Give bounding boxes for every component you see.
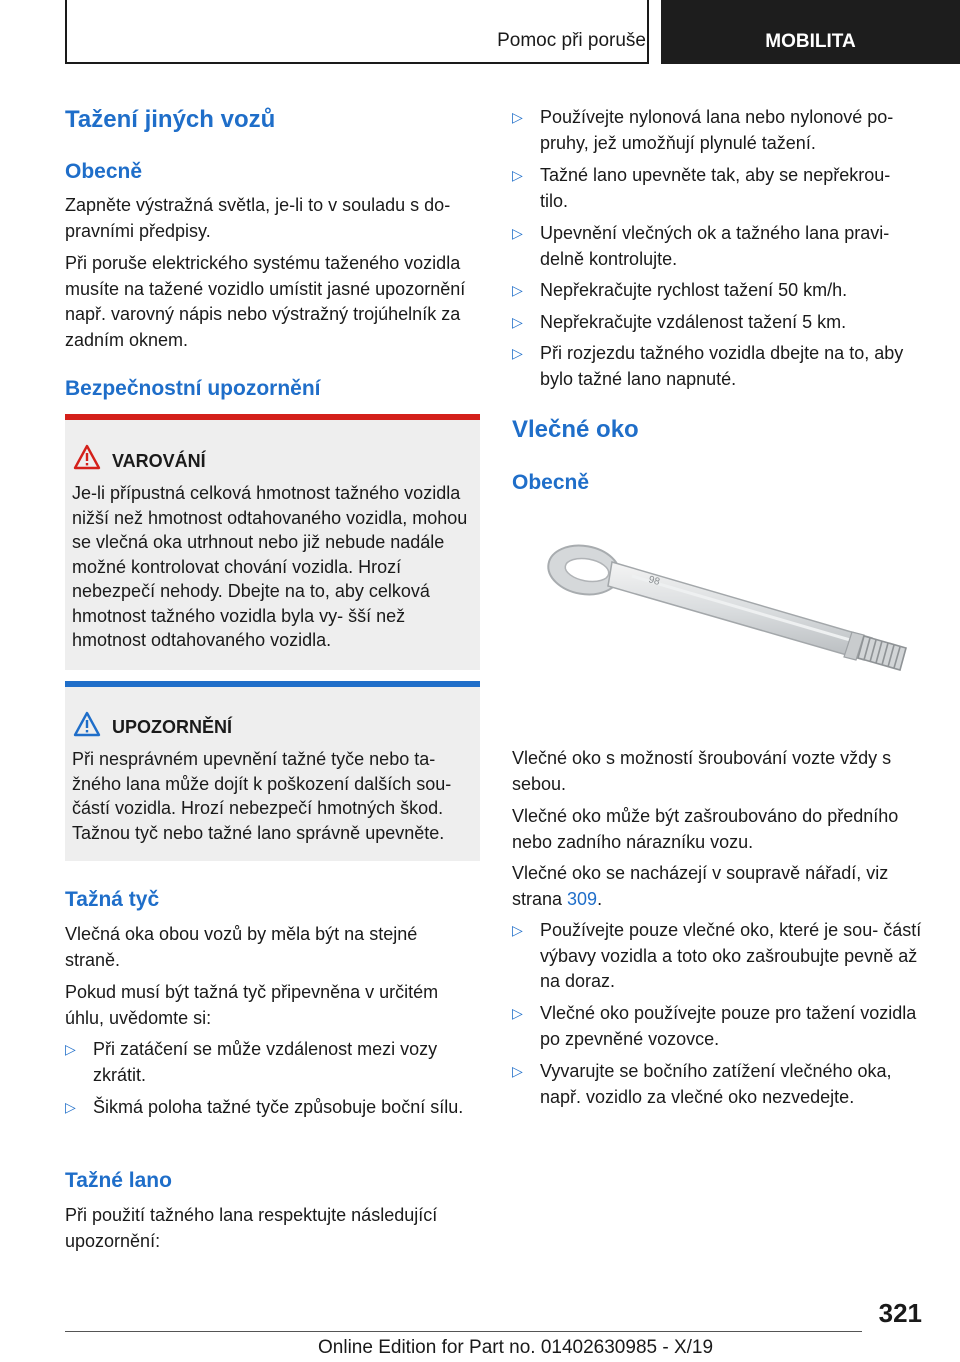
rope-bullet <box>512 278 922 304</box>
rope-bullet <box>512 341 922 392</box>
warning-box <box>65 414 480 670</box>
general-paragraph-1: Zapněte výstražná světla, je-li to v souladu s do- pravními předpisy. <box>65 195 451 241</box>
tow-bar-paragraph-2: Pokud musí být tažná tyč připevněna v určitém úhlu, uvědomte si: <box>65 982 439 1028</box>
bullet-triangle-icon: ▷ <box>512 109 523 125</box>
tow-bar-paragraph-1: Vlečná oka obou vozů by měla být na stejné straně. <box>65 924 418 970</box>
bullet-triangle-icon: ▷ <box>512 225 523 241</box>
tow-eye-heading: Vlečné oko <box>512 416 639 443</box>
tow-rope-paragraph: Při použití tažného lana respektujte následující upozornění: <box>65 1205 438 1251</box>
bullet-triangle-icon: ▷ <box>512 314 523 330</box>
tow-eye-bullet <box>512 1001 922 1052</box>
warning-title: VAROVÁNÍ <box>112 451 206 471</box>
bullet-triangle-icon: ▷ <box>65 1099 76 1115</box>
bullet-triangle-icon: ▷ <box>512 167 523 183</box>
bullet-text: Při zatáčení se může vzdálenost mezi vozy zkrátit. <box>93 1039 438 1085</box>
bullet-text: Tažné lano upevněte tak, aby se nepřekrou- tilo. <box>540 165 891 211</box>
tow-rope-heading: Tažné lano <box>65 1169 172 1192</box>
bullet-text: Vyvarujte se bočního zatížení vlečného oka, např. vozidlo za vlečné oko nezvedejte. <box>540 1061 892 1107</box>
tow-bar-bullet <box>65 1037 475 1088</box>
page-title: Tažení jiných vozů <box>65 106 276 133</box>
bullet-triangle-icon: ▷ <box>512 1063 523 1079</box>
notice-box <box>65 681 480 861</box>
bullet-triangle-icon: ▷ <box>512 282 523 298</box>
bullet-text: Při rozjezdu tažného vozidla dbejte na to, aby bylo tažné lano napnuté. <box>540 343 904 389</box>
rope-bullet <box>512 221 922 272</box>
tow-eye-image <box>512 520 922 730</box>
notice-triangle-icon <box>73 711 101 737</box>
header-section-title: Pomoc při poruše <box>497 30 646 51</box>
bullet-text: Šikmá poloha tažné tyče způsobuje boční sílu. <box>93 1097 464 1117</box>
bullet-text: Nepřekračujte rychlost tažení 50 km/h. <box>540 280 848 300</box>
footer-divider <box>65 1331 862 1332</box>
bullet-text: Nepřekračujte vzdálenost tažení 5 km. <box>540 312 847 332</box>
tow-eye-paragraph-3 <box>512 861 922 912</box>
notice-title: UPOZORNĚNÍ <box>112 717 233 737</box>
warning-triangle-icon <box>73 444 101 470</box>
tow-bar-heading: Tažná tyč <box>65 888 160 911</box>
general-heading: Obecně <box>65 160 143 183</box>
tow-eye-paragraph-3-end: . <box>597 888 603 909</box>
bullet-triangle-icon: ▷ <box>512 922 523 938</box>
tow-eye-bullet <box>512 1059 922 1110</box>
general-paragraph-2: Při poruše elektrického systému taženého vozidla musíte na tažené vozidlo umístit jasné upozornění např. varovný nápis nebo výstražný trojúhelník za zadním oknem. <box>65 253 466 350</box>
header-chapter-tab[interactable] <box>661 0 960 64</box>
bullet-triangle-icon: ▷ <box>512 1005 523 1021</box>
safety-heading: Bezpečnostní upozornění <box>65 377 321 400</box>
page-reference-link[interactable]: 309 <box>567 888 598 909</box>
rope-bullet <box>512 105 922 156</box>
tow-eye-paragraph-1: Vlečné oko s možností šroubování vozte vždy s sebou. <box>512 748 892 794</box>
header-chapter-label: MOBILITA <box>765 31 856 52</box>
bullet-text: Vlečné oko používejte pouze pro tažení vozidla po zpevněné vozovce. <box>540 1003 917 1049</box>
warning-text: Je-li přípustná celková hmotnost tažného vozidla nižší než hmotnost odtahovaného vozidla, mohou se vlečná oka utrhnout nebo již nebude nadále možné kontrolovat chování vozidla. Hrozí nebezpečí nehody. Dbejte na to, aby celková hmotnost tažného vozidla byla vy- šší než hmotnost odtahovaného vozidla. <box>72 483 468 650</box>
bullet-text: Používejte pouze vlečné oko, které je sou- částí výbavy vozidla a toto oko zašroubujte pevně až na doraz. <box>540 920 922 991</box>
page-number: 321 <box>878 1298 922 1328</box>
bullet-triangle-icon: ▷ <box>65 1041 76 1057</box>
footer-edition: Online Edition for Part no. 01402630985 - X/19 <box>318 1337 714 1358</box>
tow-eye-paragraph-2: Vlečné oko může být zašroubováno do předního nebo zadního nárazníku vozu. <box>512 806 899 852</box>
bullet-text: Používejte nylonová lana nebo nylonové po- pruhy, jež umožňují plynulé tažení. <box>540 107 894 153</box>
tow-eye-paragraph-3-text: Vlečné oko se nacházejí v soupravě nářadí, viz strana <box>512 863 889 909</box>
tow-eye-subheading: Obecně <box>512 471 590 494</box>
tow-eye-bullet <box>512 918 922 995</box>
rope-bullet <box>512 163 922 214</box>
rope-bullet <box>512 310 922 336</box>
tow-bar-bullet <box>65 1095 475 1121</box>
tow-eye-marking: 98 <box>647 574 661 588</box>
bullet-triangle-icon: ▷ <box>512 345 523 361</box>
bullet-text: Upevnění vlečných ok a tažného lana pravi- delně kontrolujte. <box>540 223 890 269</box>
notice-text: Při nesprávném upevnění tažné tyče nebo ta- žného lana může dojít k poškození dalších sou- částí vozidla. Hrozí nebezpečí hmotných škod. Tažnou tyč nebo tažné lano správně upevněte. <box>72 749 452 843</box>
